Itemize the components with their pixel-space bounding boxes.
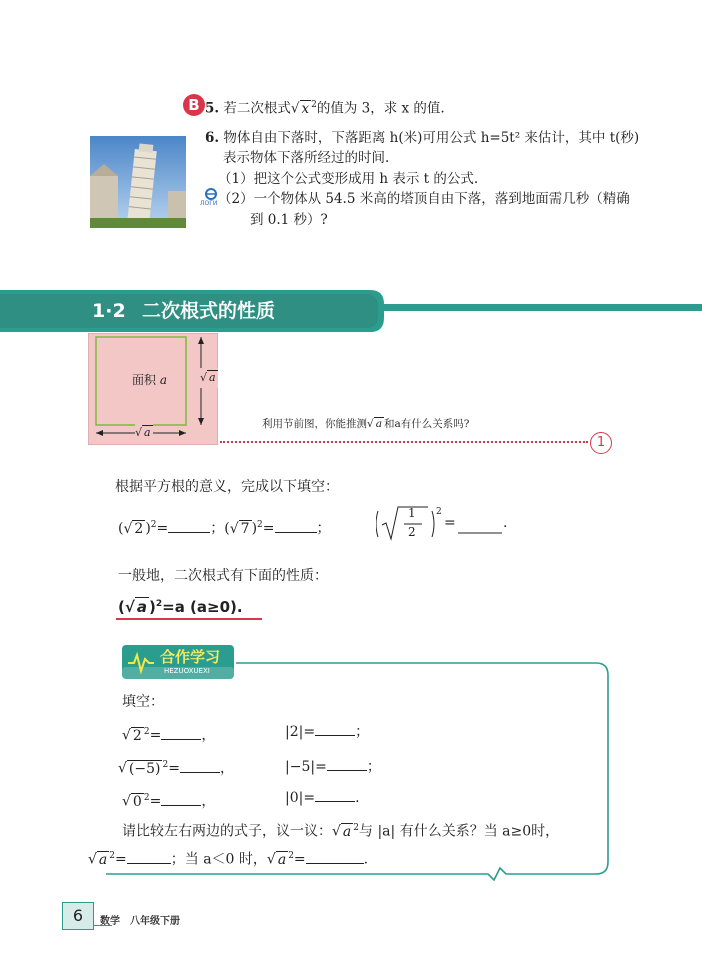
coop-badge [122,645,234,679]
section-number: 1·2 [92,300,126,322]
b-badge: B [183,94,205,116]
frac-eq: = [444,515,456,531]
side-label-right: √ a [200,368,218,388]
coop-row2-right: |−5|= ； [285,759,381,775]
figure-hint: 利用节前图，你能推测√ a 和a有什么关系吗? [262,418,470,430]
coop-fill-label: 填空： [122,694,164,710]
coop-row3-left: √ 0 $^2$= ， [122,793,216,810]
coop-row2-left: √ (−5) $^2$= ， [118,760,234,777]
marker-circle: 1 [590,432,612,454]
fraction-expr [376,503,526,545]
property-formula: (√ a )$^2$=a (a≥0). [118,598,243,616]
exercise-6-line1: 6. 物体自由下落时，下落距离 h(米)可用公式 h=5t² 来估计，其中 t(秒) [205,130,640,146]
coop-last-line: √ a $^2$= ；当 a＜0 时，√ a $^2$= . [88,851,369,868]
frac-exp: 2 [436,507,442,517]
general-text: 一般地，二次根式有下面的性质： [118,568,328,584]
exercise-6-sub2a: （2）一个物体从 54.5 米高的塔顶自由下落，落到地面需几秒（精确 [218,191,630,207]
frac-period: . [503,515,508,531]
coop-row1-right: |2|= ； [285,724,370,740]
coop-row1-left: √ 2 $^2$= ， [122,727,216,744]
area-label: 面积 a [132,373,167,387]
exercise-5: 5. 若二次根式√ x $^2$的值为 3，求 x 的值. [205,100,445,117]
exercise-6-line2: 表示物体下落所经过的时间. [223,150,390,166]
coop-compare: 请比较左右两边的式子，议一议：√ a $^2$与 |a| 有什么关系？当 a≥0时， [122,823,560,840]
book-title: 数学 八年级下册 [100,916,180,927]
pisa-tower-photo [90,136,186,228]
frac-num: 1 [408,506,416,520]
fill-row: (√ 2 )$^2$= ；(√ 7 )$^2$= ； [118,520,331,537]
intro-text: 根据平方根的意义，完成以下填空： [115,479,339,495]
pen-label: ЛОГИ [200,200,218,207]
coop-subtitle: HEZUOXUEXI [164,667,210,675]
exercise-6-sub1: （1）把这个公式变形成用 h 表示 t 的公式. [218,171,479,187]
exercise-6-sub2b: 到 0.1 秒）? [250,212,328,228]
property-underline [116,618,262,620]
coop-title: 合作学习 [160,648,221,666]
section-title: 二次根式的性质 [142,300,276,322]
page-number: 6 [62,902,94,930]
frac-den: 2 [408,525,416,539]
dotted-leader [220,441,588,443]
coop-row3-right: |0|= . [285,790,360,806]
side-label-bottom: √ a [135,423,153,443]
